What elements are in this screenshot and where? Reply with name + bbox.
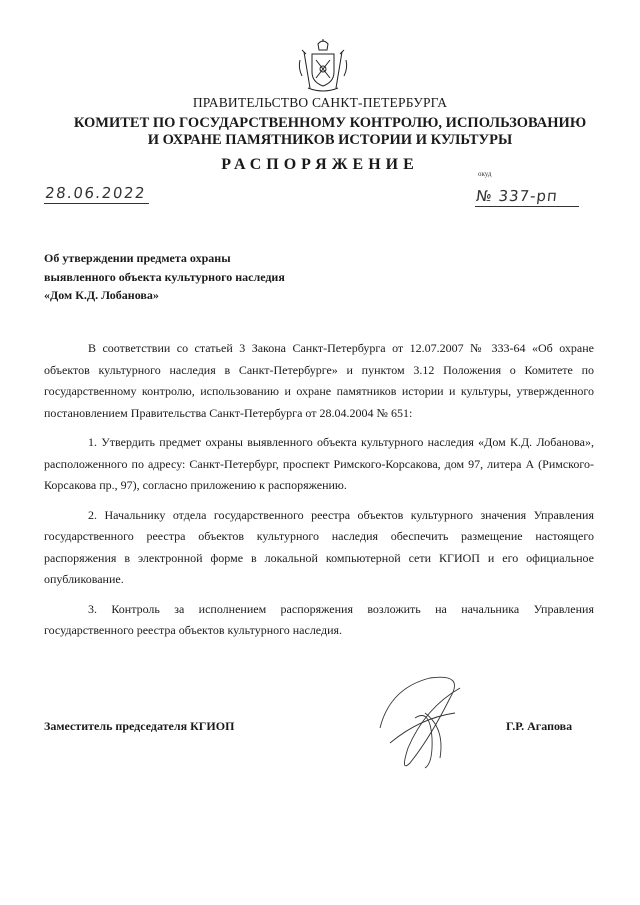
committee-title-line-2: И ОХРАНЕ ПАМЯТНИКОВ ИСТОРИИ И КУЛЬТУРЫ <box>147 132 513 148</box>
okud-label: окуд <box>478 170 492 178</box>
document-body <box>44 338 594 650</box>
signatory-name: Г.Р. Агапова <box>506 719 573 733</box>
handwritten-signature <box>370 668 490 778</box>
item-3-paragraph: 3. Контроль за исполнением распоряжения возложить на начальника Управления государственного реестра объектов культурного наследия. <box>44 601 594 637</box>
subject-line-1: Об утверждении предмета охраны <box>44 251 231 265</box>
coat-of-arms-icon <box>296 38 350 94</box>
item-1-paragraph: 1. Утвердить предмет охраны выявленного объекта культурного наследия «Дом К.Д. Лобанова», расположенного по адресу: Санкт-Петербург, проспект Римского-Корсакова, дом 97, литера А (Римского-Корсакова пр., 97), согласно приложению к распоряжению. <box>44 435 594 492</box>
signatory-position: Заместитель председателя КГИОП <box>44 719 235 733</box>
subject-line-3: «Дом К.Д. Лобанова» <box>44 288 159 302</box>
government-title: ПРАВИТЕЛЬСТВО САНКТ-ПЕТЕРБУРГА <box>192 95 448 110</box>
order-date: 28.06.2022 <box>44 184 151 204</box>
order-number: № 337-рп <box>475 187 581 207</box>
committee-title <box>40 115 620 149</box>
document-type-title: РАСПОРЯЖЕНИЕ <box>221 156 419 173</box>
committee-title-line-1: КОМИТЕТ ПО ГОСУДАРСТВЕННОМУ КОНТРОЛЮ, ИСПОЛЬЗОВАНИЮ <box>73 115 587 131</box>
document-subject <box>44 249 364 305</box>
item-2-paragraph: 2. Начальнику отдела государственного реестра объектов культурного значения Управления государственного реестра объектов культурного наследия обеспечить размещение настоящего распоряжения в электронной форме в локальной компьютерной сети КГИОП и его официальное опубликование. <box>44 507 594 586</box>
preamble-paragraph: В соответствии со статьей 3 Закона Санкт-Петербурга от 12.07.2007 № 333-64 «Об охране объектов культурного наследия в Санкт-Петербурге» и пунктом 3.12 Положения о Комитете по государственному контролю, использованию и охране памятников истории и культуры, утвержденного постановлением Правительства Санкт-Петербурга от 28.04.2004 № 651: <box>44 341 594 420</box>
subject-line-2: выявленного объекта культурного наследия <box>44 269 285 284</box>
